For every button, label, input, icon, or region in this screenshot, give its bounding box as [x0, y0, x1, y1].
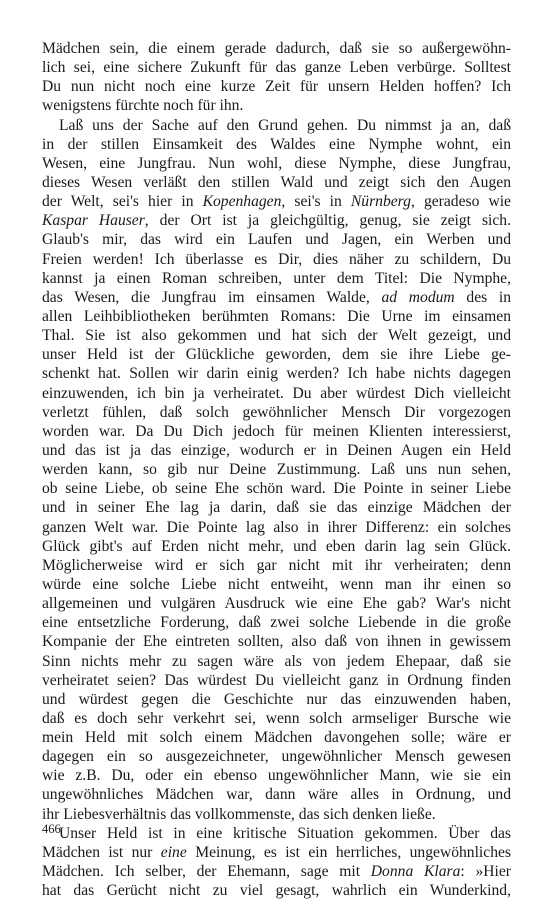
text-segment: Mädchen ist nur [42, 843, 161, 861]
text-segment: daß es doch sehr verkehrt sei, wenn solch armseliger Bursche wie [42, 709, 511, 727]
text-line [42, 39, 511, 58]
text-segment: , der Ort ist ja gleichgültig, genug, sie zeigt sich. [144, 212, 511, 230]
text-line [42, 594, 511, 613]
text-segment: unser Held ist der Glückliche geworden, dem sie ihre Liebe ge- [42, 346, 511, 364]
text-segment: dieses Wesen verläßt den stillen Wald und zeigt sich den Augen [42, 173, 511, 191]
text-line [42, 173, 511, 192]
text-segment: würde eine solche Liebe nicht entweiht, wenn man ihr einen so [42, 575, 511, 593]
text-segment: schenkt hat. Sollen wir darin einig werden? Ich habe nichts dagegen [42, 365, 511, 383]
text-line [42, 441, 511, 460]
text-line [42, 785, 511, 804]
text-line [42, 269, 511, 288]
page-number: 466 [42, 822, 61, 836]
text-segment: eine entsetzliche Forderung, daß zwei solche Liebende in die große [42, 614, 511, 632]
italic-text-segment: Kopenhagen [202, 193, 282, 211]
text-line [42, 671, 511, 690]
text-line [42, 154, 511, 173]
text-segment: und in seiner Ehe lag ja darin, daß sie das einzige Mädchen der [42, 499, 511, 517]
text-segment: ob seine Liebe, ob seine Ehe schön ward. Die Pointe in seiner Liebe [42, 480, 511, 498]
text-segment: kannst ja einen Roman schreiben, unter dem Titel: Die Nymphe, [42, 269, 511, 287]
text-line [42, 652, 511, 671]
text-line [42, 422, 511, 441]
text-segment: verletzt fühlen, daß solch gewöhnlicher Mensch Dir vorgezogen [42, 403, 511, 421]
text-line [42, 460, 511, 479]
text-segment: hat das Gerücht nicht zu viel gesagt, wahrlich ein Wunderkind, [42, 882, 511, 900]
text-segment: verheiratet seien? Das würdest Du vielleicht ganz in Ordnung finden [42, 671, 511, 689]
text-line [42, 192, 511, 211]
text-line [42, 747, 511, 766]
text-segment: wenigstens fürchte noch für ihn. [42, 97, 244, 115]
text-segment: und das ist ja das einzige, wodurch er in Deinen Augen ein Held [42, 441, 511, 459]
italic-text-segment: eine [160, 843, 187, 861]
text-line [42, 805, 511, 824]
text-line [42, 766, 511, 785]
text-segment: Mädchen sein, die einem gerade dadurch, daß sie so außergewöhn- [42, 40, 511, 57]
text-segment: wie z.B. Du, oder ein ebenso ungewöhnlicher Mann, wie sie ein [42, 767, 511, 785]
text-line [42, 384, 511, 403]
italic-text-segment: ad modum [381, 288, 455, 306]
text-segment: Kompanie der Ehe eintreten sollten, also daß von ihnen in gewissem [42, 633, 511, 651]
text-line [42, 77, 511, 96]
text-line [42, 537, 511, 556]
text-line [42, 364, 511, 383]
text-line [42, 58, 511, 77]
text-line [42, 345, 511, 364]
text-line [42, 288, 511, 307]
text-segment: Thal. Sie ist also gekommen und hat sich der Welt gezeigt, und [42, 327, 511, 345]
text-segment: , sei's in [281, 193, 351, 211]
text-line [42, 479, 511, 498]
text-segment: Mädchen. Ich selber, der Ehemann, sage mit [42, 863, 371, 881]
text-line [42, 843, 511, 862]
text-segment: das Wesen, die Jungfrau im einsamen Walde, [42, 288, 382, 306]
text-segment: allen Leihbibliotheken berühmten Romans: Die Urne im einsamen [42, 307, 511, 325]
text-line [42, 116, 511, 135]
italic-text-segment: Donna Klara [370, 863, 461, 881]
italic-text-segment: Kaspar Hauser [42, 212, 145, 230]
text-segment: ganzen Welt war. Die Pointe lag also in ihrer Differenz: ein solches [42, 518, 511, 536]
text-segment: und würdest gegen die Geschichte nur das einzuwenden haben, [42, 690, 511, 708]
text-line [42, 632, 511, 651]
text-line [42, 613, 511, 632]
text-segment: Meinung, es ist ein herrliches, ungewöhnliches [186, 843, 511, 861]
text-line [42, 518, 511, 537]
text-segment: Sinn nichts mehr zu sagen wäre als von jedem Ehepaar, daß sie [42, 652, 511, 670]
text-segment: Unser Held ist in eine kritische Situation gekommen. Über das [59, 824, 511, 842]
text-segment: Laß uns der Sache auf den Grund gehen. Du nimmst ja an, daß [59, 116, 511, 134]
text-segment: worden war. Da Du Dich jedoch für meinen Klienten interessierst, [42, 422, 511, 440]
text-line [42, 728, 511, 747]
text-line [42, 135, 511, 154]
text-line [42, 498, 511, 517]
text-segment: werden kann, so gib nur Deine Zustimmung. Laß uns nun sehen, [42, 461, 511, 479]
text-line [42, 862, 511, 881]
text-segment: allgemeinen und vulgären Ausdruck wie eine Ehe gab? War's nicht [42, 595, 511, 613]
text-segment: lich sei, eine sichere Zukunft für das ganze Leben verbürge. Solltest [42, 59, 511, 77]
text-line [42, 326, 511, 345]
italic-text-segment: Nürnberg [350, 193, 411, 211]
text-segment: Glaub's mir, das wird ein Laufen und Jagen, ein Werben und [42, 231, 511, 249]
text-line [42, 307, 511, 326]
text-line [42, 211, 511, 230]
text-line [42, 403, 511, 422]
text-segment: ungewöhnliches Mädchen war, dann wäre alles in Ordnung, und [42, 786, 511, 804]
text-line [42, 881, 511, 900]
body-text [42, 39, 511, 900]
text-segment: : »Hier [460, 863, 511, 881]
text-segment: , geradeso wie [410, 193, 511, 211]
text-line [42, 709, 511, 728]
text-line [42, 230, 511, 249]
text-segment: Glück gibt's auf Erden nicht mehr, und eben darin lag sein Glück. [42, 537, 511, 555]
text-segment: in der stillen Einsamkeit des Waldes eine Nymphe wohnt, ein [42, 135, 511, 153]
text-segment: Möglicherweise wird er sich gar nicht mit ihr verheiraten; denn [42, 556, 511, 574]
text-line [42, 575, 511, 594]
text-line [42, 690, 511, 709]
text-segment: des in [454, 288, 512, 306]
text-line [42, 96, 511, 115]
text-line [42, 824, 511, 843]
text-segment: der Welt, sei's hier in [42, 193, 203, 211]
text-segment: ihr Liebesverhältnis das vollkommenste, das sich denken ließe. [42, 805, 436, 823]
text-segment: dagegen ein so ausgezeichneter, ungewöhnlicher Mensch gewesen [42, 748, 511, 766]
text-segment: Du nun nicht noch eine kurze Zeit für unsern Helden hoffen? Ich [42, 78, 511, 96]
text-segment: Freien werden! Ich überlasse es Dir, dies näher zu schildern, Du [42, 250, 511, 268]
text-segment: mein Held mit solch einem Mädchen davongehen solle; wäre er [42, 729, 511, 747]
text-line [42, 250, 511, 269]
text-line [42, 556, 511, 575]
text-segment: Wesen, eine Jungfrau. Nun wohl, diese Nymphe, diese Jungfrau, [42, 154, 511, 172]
text-segment: einzuwenden, ich bin ja verheiratet. Du aber würdest Dich vielleicht [42, 384, 511, 402]
